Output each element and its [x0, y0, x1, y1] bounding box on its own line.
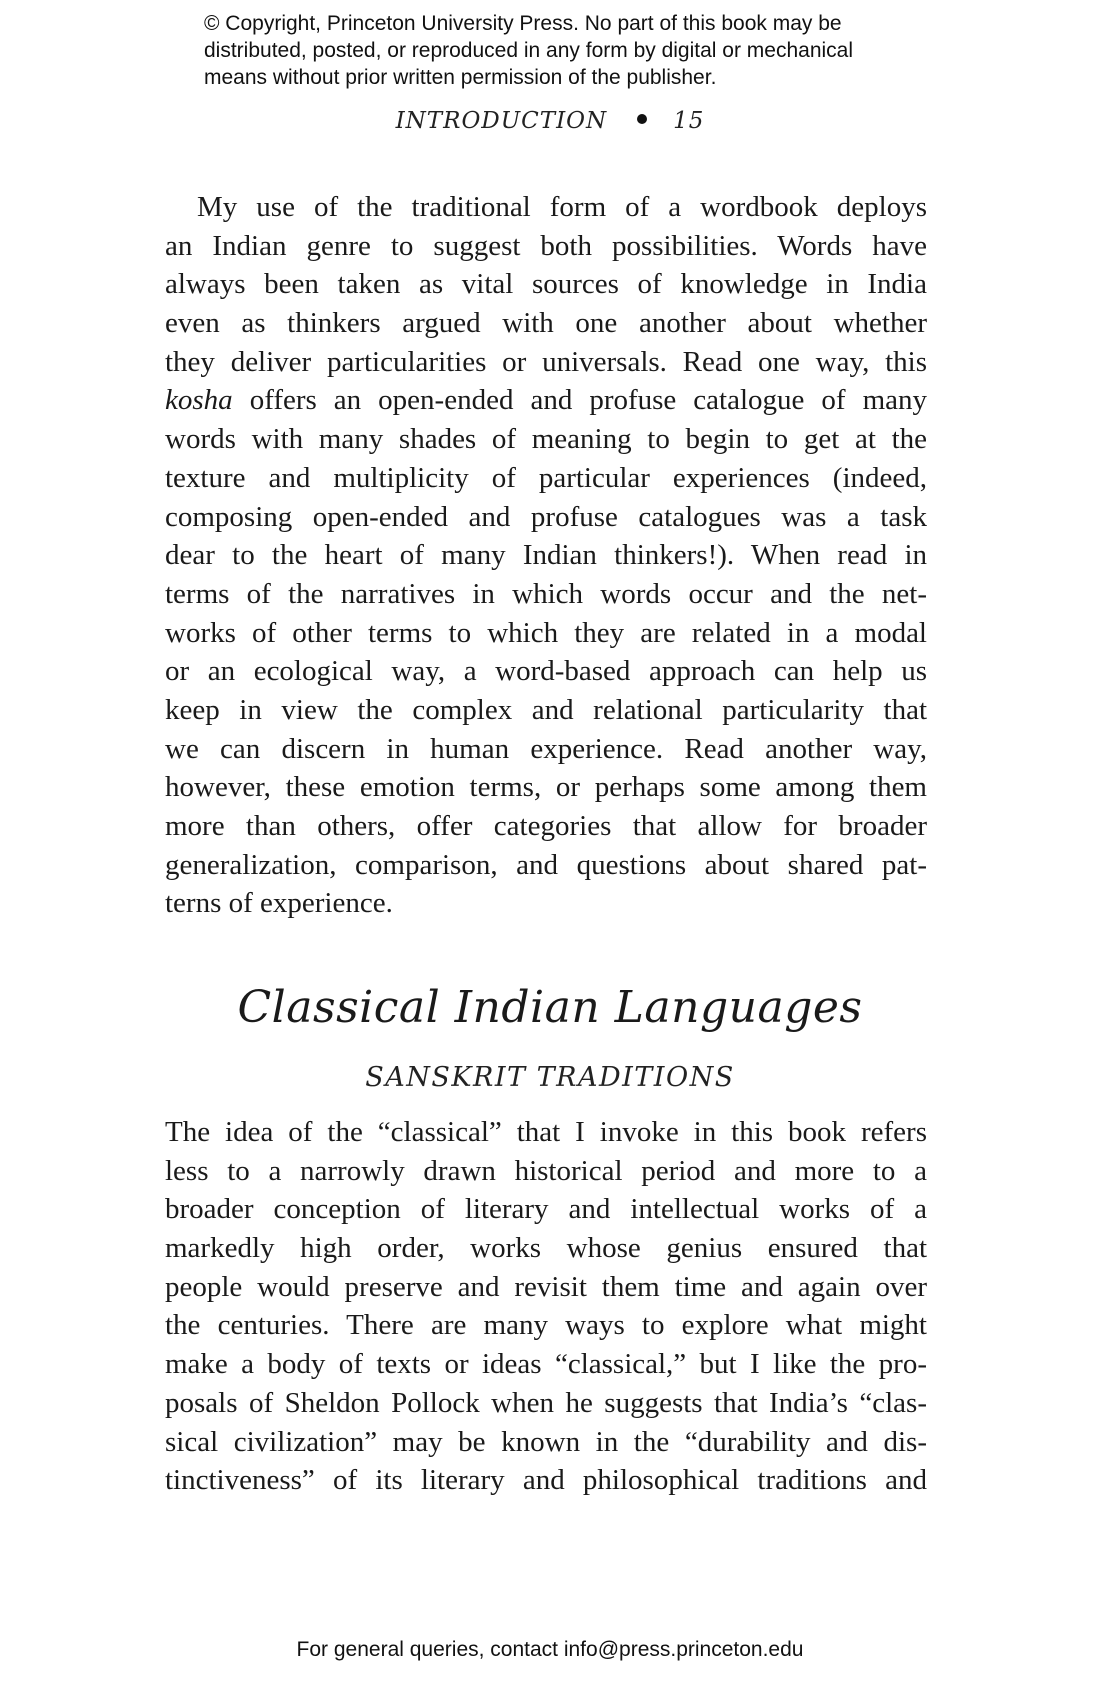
running-head — [0, 108, 1100, 134]
text-line: dear to the heart of many Indian thinkers!). When read in — [165, 539, 927, 572]
text-line: generalization, comparison, and questions about shared pat- — [165, 848, 927, 881]
italic-term: kosha — [165, 384, 233, 417]
section-subheading: SANSKRIT TRADITIONS — [365, 1062, 735, 1093]
page-number: 15 — [673, 108, 705, 134]
running-head-section: INTRODUCTION — [395, 108, 608, 134]
text-line-with-italic — [165, 381, 927, 420]
text-line: texture and multiplicity of particular experiences (indeed, — [165, 461, 927, 494]
text-line: keep in view the complex and relational particularity that — [165, 693, 927, 726]
text-line-rest: offers an open-ended and profuse catalogue of many — [249, 384, 928, 417]
text-line: even as thinkers argued with one another about whether — [165, 307, 927, 340]
text-line: an Indian genre to suggest both possibilities. Words have — [165, 229, 927, 262]
copyright-line: means without prior written permission of the publisher. — [204, 66, 717, 89]
text-line: markedly high order, works whose genius ensured that — [165, 1232, 927, 1265]
text-line: or an ecological way, a word-based approach can help us — [165, 655, 927, 688]
text-line: people would preserve and revisit them time and again over — [165, 1270, 927, 1303]
text-line: however, these emotion terms, or perhaps some among them — [165, 771, 927, 804]
text-line: terns of experience. — [165, 887, 393, 920]
copyright-line: © Copyright, Princeton University Press. No part of this book may be — [204, 12, 842, 35]
text-line: sical civilization” may be known in the “durability and dis- — [165, 1425, 927, 1458]
body-paragraph — [165, 1113, 927, 1500]
text-line: works of other terms to which they are related in a modal — [165, 616, 927, 649]
body-paragraph — [165, 188, 927, 923]
text-line: more than others, offer categories that allow for broader — [165, 810, 927, 842]
text-line: less to a narrowly drawn historical period and more to a — [165, 1154, 927, 1187]
text-line: make a body of texts or ideas “classical,” but I like the pro- — [165, 1348, 927, 1381]
bullet-separator-icon — [637, 114, 647, 124]
text-line: tinctiveness” of its literary and philosophical traditions and — [165, 1464, 927, 1497]
text-line: broader conception of literary and intellectual works of a — [165, 1193, 927, 1226]
text-line: composing open-ended and profuse catalogues was a task — [165, 500, 927, 533]
text-line: terms of the narratives in which words occur and the net- — [165, 577, 927, 610]
text-line: the centuries. There are many ways to explore what might — [165, 1309, 927, 1342]
text-line: they deliver particularities or universals. Read one way, this — [165, 345, 927, 378]
text-line: always been taken as vital sources of knowledge in India — [165, 268, 927, 301]
text-line: The idea of the “classical” that I invoke in this book refers — [165, 1116, 927, 1148]
copyright-line: distributed, posted, or reproduced in any form by digital or mechanical — [204, 39, 854, 62]
footer-contact: For general queries, contact info@press.princeton.edu — [296, 1638, 804, 1661]
text-line: we can discern in human experience. Read another way, — [165, 732, 927, 765]
text-line: words with many shades of meaning to begin to get at the — [165, 423, 927, 456]
text-line: posals of Sheldon Pollock when he suggests that India’s “clas- — [165, 1386, 927, 1419]
section-heading: Classical Indian Languages — [237, 982, 863, 1033]
copyright-notice — [204, 10, 924, 91]
text-line: My use of the traditional form of a wordbook deploys — [197, 191, 927, 223]
